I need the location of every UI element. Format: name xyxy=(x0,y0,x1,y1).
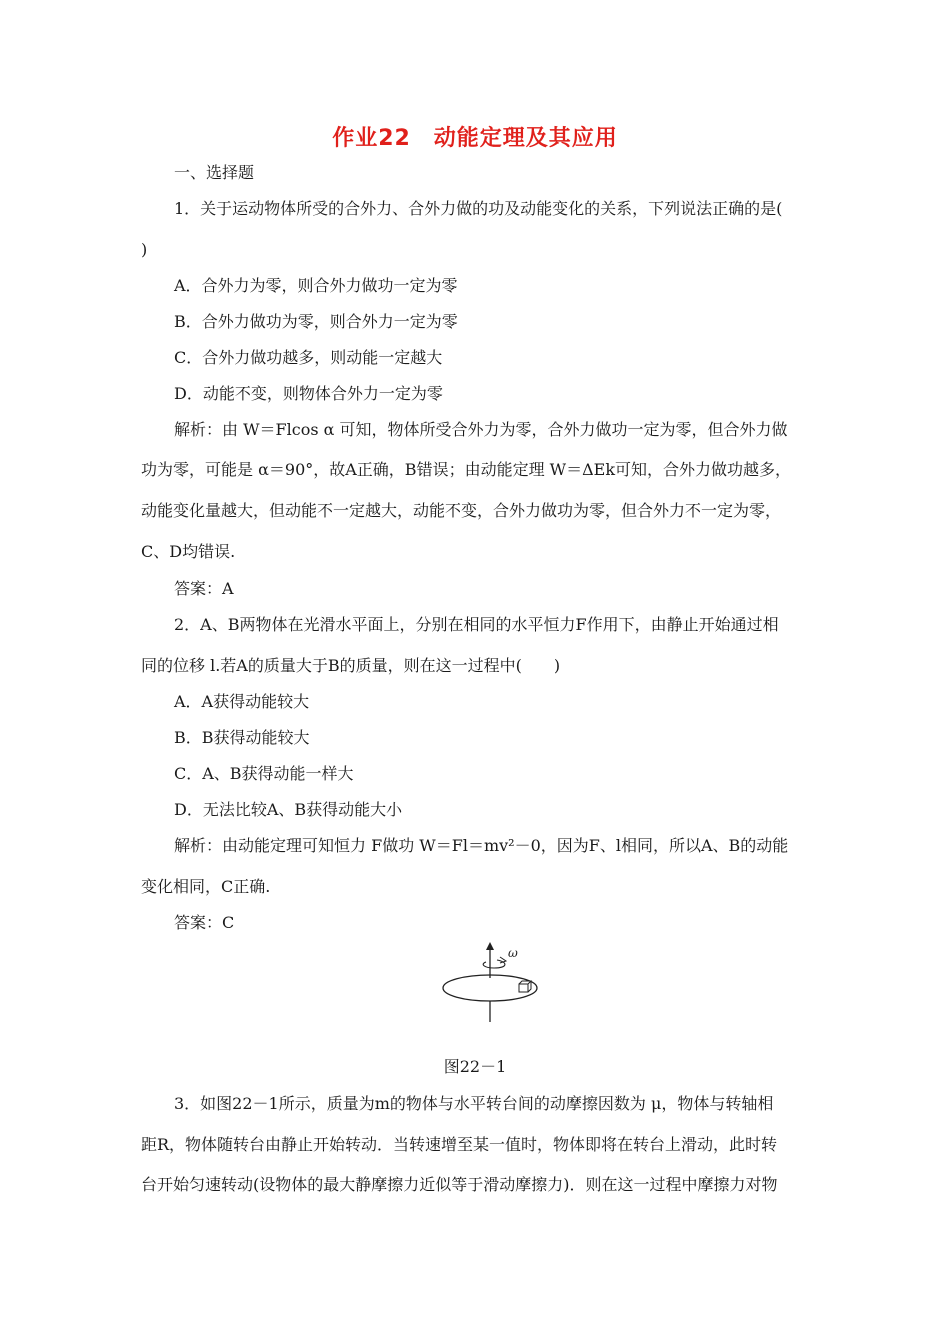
question-1-analysis-cont: 功为零，可能是 α＝90°，故A正确，B错误；由动能定理 W＝ΔEk可知，合外力做功越多， xyxy=(141,460,792,479)
question-3-text-cont: 台开始匀速转动(设物体的最大静摩擦力近似等于滑动摩擦力)．则在这一过程中摩擦力对物 xyxy=(141,1175,778,1194)
question-3-text: 3．如图22－1所示，质量为m的物体与水平转台间的动摩擦因数为 μ，物体与转轴相 xyxy=(174,1094,774,1113)
question-1-option-a: A．合外力为零，则合外力做功一定为零 xyxy=(174,276,458,295)
question-2-analysis: 解析：由动能定理可知恒力 F做功 W＝Fl＝mv²－0，因为F、l相同，所以A、B的动能 xyxy=(174,836,789,855)
question-1-option-b: B．合外力做功为零，则合外力一定为零 xyxy=(174,312,458,331)
question-2-text: 2．A、B两物体在光滑水平面上，分别在相同的水平恒力F作用下，由静止开始通过相 xyxy=(174,615,779,634)
question-2-option-a: A．A获得动能较大 xyxy=(174,692,310,711)
turntable-disk xyxy=(443,975,537,1001)
page-title: 作业22 动能定理及其应用 xyxy=(332,126,618,151)
rotation-arrowhead-icon xyxy=(500,957,506,963)
question-1-analysis-cont: C、D均错误. xyxy=(141,542,236,561)
axis-arrow-icon xyxy=(486,942,494,950)
question-2-option-b: B．B获得动能较大 xyxy=(174,728,310,747)
question-2-text-cont: 同的位移 l.若A的质量大于B的质量，则在这一过程中( ) xyxy=(141,656,561,675)
omega-label: ω xyxy=(508,946,518,960)
question-3-text-cont: 距R，物体随转台由静止开始转动．当转速增至某一值时，物体即将在转台上滑动，此时转 xyxy=(141,1135,778,1154)
turntable-figure xyxy=(430,940,550,1026)
question-2-analysis-cont: 变化相同，C正确. xyxy=(141,877,271,896)
question-2-answer: 答案：C xyxy=(174,913,235,932)
question-2-option-c: C．A、B获得动能一样大 xyxy=(174,764,354,783)
rotation-arrow xyxy=(483,960,505,968)
question-1-option-c: C．合外力做功越多，则动能一定越大 xyxy=(174,348,443,367)
question-1-text: 1．关于运动物体所受的合外力、合外力做的功及动能变化的关系，下列说法正确的是( xyxy=(174,199,783,218)
figure-caption: 图22－1 xyxy=(443,1057,507,1076)
question-1-analysis: 解析：由 W＝Flcos α 可知，物体所受合外力为零，合外力做功一定为零，但合外力做 xyxy=(174,420,788,439)
question-1-text-cont: ) xyxy=(141,240,148,259)
question-1-option-d: D．动能不变，则物体合外力一定为零 xyxy=(174,384,443,403)
block-object xyxy=(519,981,531,992)
question-1-answer: 答案：A xyxy=(174,579,234,598)
section-heading: 一、选择题 xyxy=(174,163,255,182)
question-2-option-d: D．无法比较A、B获得动能大小 xyxy=(174,800,403,819)
question-1-analysis-cont: 动能变化量越大，但动能不一定越大，动能不变，合外力做功为零，但合外力不一定为零， xyxy=(141,501,782,520)
